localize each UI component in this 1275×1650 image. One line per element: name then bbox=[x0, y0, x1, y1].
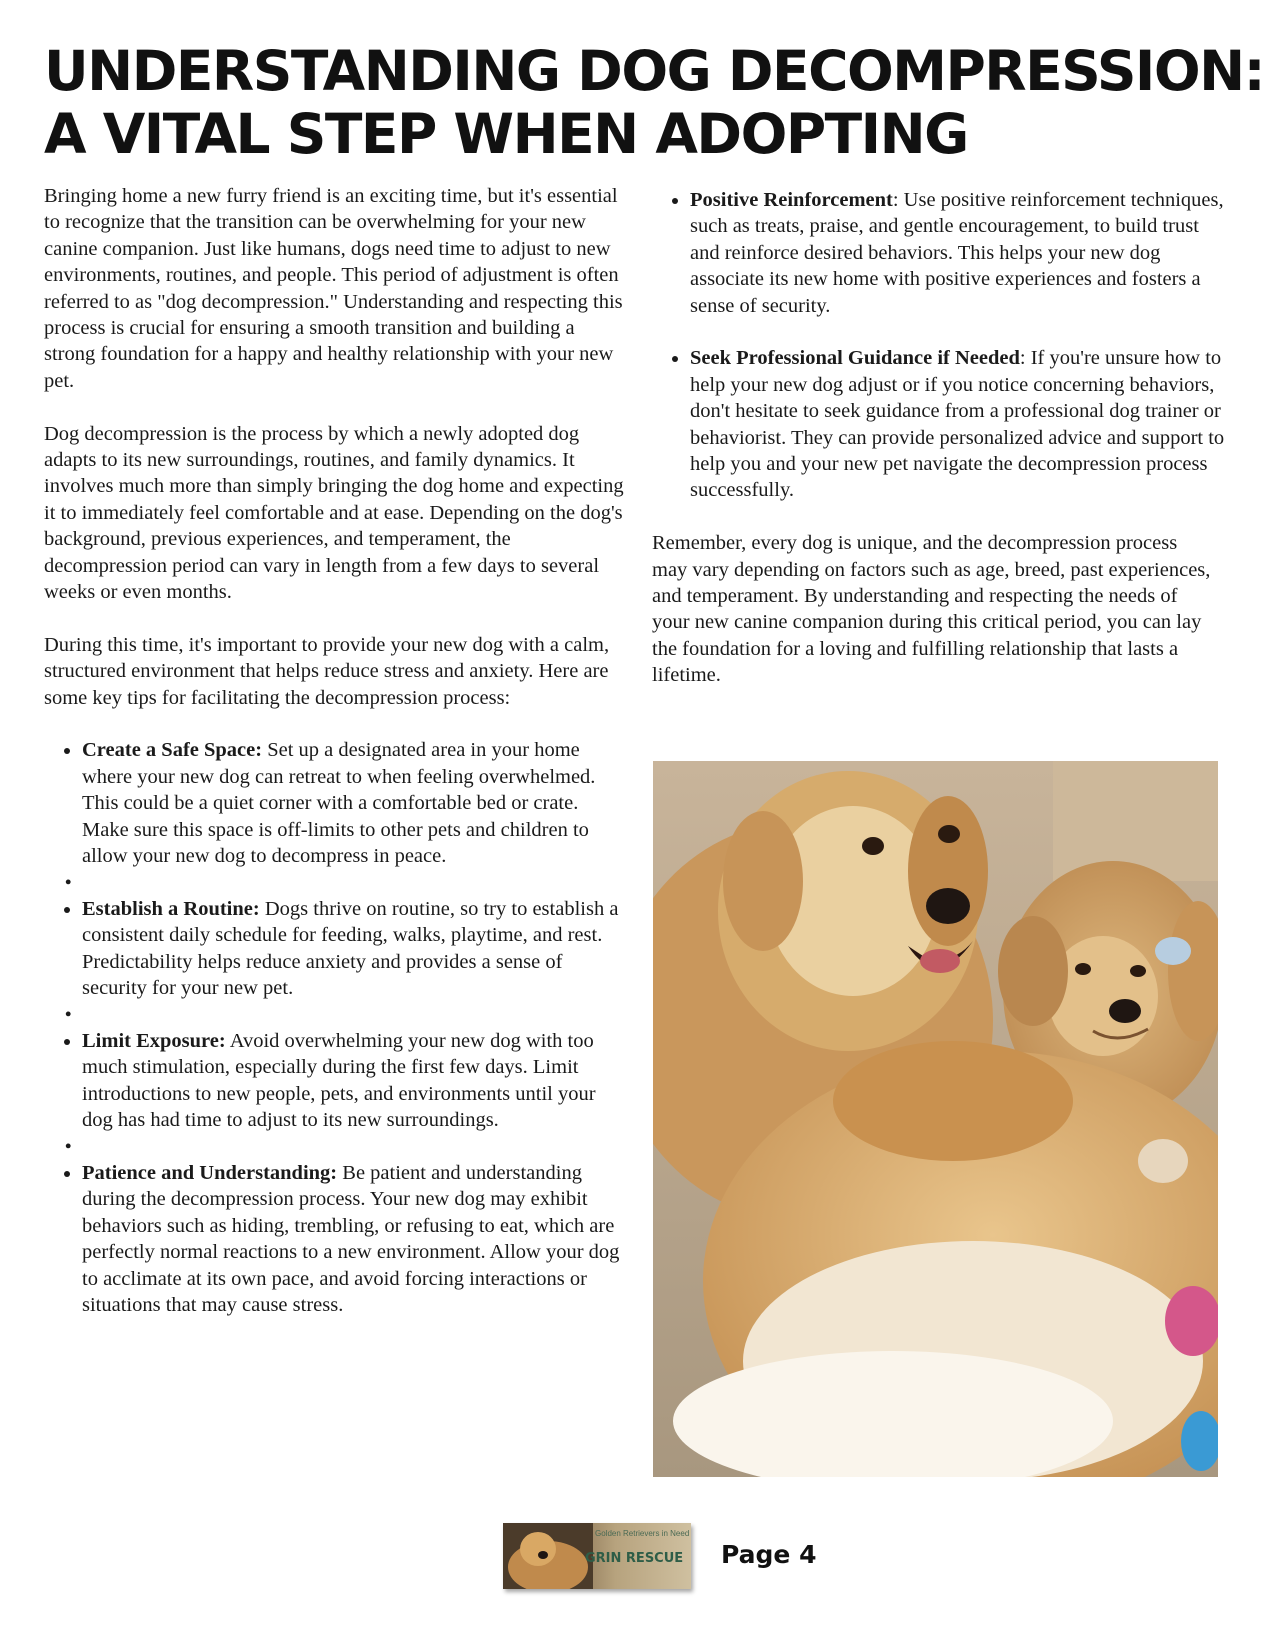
tip-text: Avoid overwhelming your new dog with too much stimulation, especially during the first few days. Limit introductions to new people, pets, and environments until your dog has had time to adjust to its new surroundings. bbox=[82, 1029, 596, 1132]
tip-text: Dogs thrive on routine, so try to establish a consistent daily schedule for feeding, walks, playtime, and rest. Predictability helps reduce anxiety and provides a sense of security for your new pet. bbox=[82, 897, 619, 1000]
tip-title: Limit Exposure: bbox=[82, 1029, 226, 1052]
logo-tagline: Golden Retrievers in Need bbox=[595, 1529, 690, 1538]
list-item bbox=[690, 187, 1232, 319]
tip-title: Create a Safe Space: bbox=[82, 739, 263, 762]
empty-list-item bbox=[82, 1002, 624, 1028]
empty-list-item bbox=[82, 1134, 624, 1160]
list-item bbox=[690, 345, 1232, 503]
tip-title: Patience and Understanding: bbox=[82, 1161, 338, 1184]
tips-list-left bbox=[44, 737, 624, 1318]
golden-retrievers-image bbox=[653, 761, 1218, 1477]
tip-text: : Use positive reinforcement techniques, such as treats, praise, and gentle encouragement, to build trust and reinforce desired behaviors. This helps your new dog associate its new home with positive experiences and fosters a sense of security. bbox=[690, 189, 1224, 317]
tip-title: Establish a Routine: bbox=[82, 897, 260, 920]
page-number: Page 4 bbox=[721, 1540, 817, 1569]
logo-dog-icon bbox=[503, 1523, 593, 1589]
list-item bbox=[82, 737, 624, 869]
definition-paragraph: Dog decompression is the process by which a newly adopted dog adapts to its new surroundings, routines, and family dynamics. It involves much more than simply bringing the dog home and expecting it to immediately feel comfortable and at ease. Depending on the dog's background, previous experiences, and temperament, the decompression period can vary in length from a few days to several weeks or even months. bbox=[44, 422, 624, 604]
dogs-photo bbox=[653, 761, 1218, 1477]
closing-paragraph: Remember, every dog is unique, and the decompression process may vary depending on factors such as age, breed, past experiences, and temperament. By understanding and respecting the needs of your new canine companion during this critical period, you can lay the foundation for a loving and fulfilling relationship that lasts a lifetime. bbox=[652, 532, 1211, 687]
empty-list-item bbox=[82, 870, 624, 896]
tips-list-right bbox=[652, 187, 1232, 504]
right-column bbox=[652, 183, 1232, 715]
tip-text: Be patient and understanding during the decompression process. Your new dog may exhibit behaviors such as hiding, trembling, or refusing to eat, which are perfectly normal reactions to a new environment. Allow your dog to acclimate at its own pace, and avoid forcing interactions or situations that may cause stress. bbox=[82, 1161, 620, 1316]
tip-title: Positive Reinforcement bbox=[690, 189, 893, 211]
list-item bbox=[82, 896, 624, 1002]
page-title bbox=[44, 39, 1265, 166]
list-spacer bbox=[690, 319, 1232, 345]
tip-text: : If you're unsure how to help your new dog adjust or if you notice concerning behaviors, don't hesitate to seek guidance from a professional dog trainer or behaviorist. They can provide personalized advice and support to help you and your new pet navigate the decompression process successfully. bbox=[690, 347, 1225, 502]
tip-text: Set up a designated area in your home where your new dog can retreat to when feeling overwhelmed. This could be a quiet corner with a comfortable bed or crate. Make sure this space is off-limits to other pets and children to allow your new dog to decompress in peace. bbox=[82, 739, 596, 868]
list-item bbox=[82, 1160, 624, 1318]
tip-title: Seek Professional Guidance if Needed bbox=[690, 347, 1020, 370]
intro-paragraph: Bringing home a new furry friend is an exciting time, but it's essential to recognize that the transition can be overwhelming for your new canine companion. Just like humans, dogs need time to adjust to new environments, routines, and people. This period of adjustment is often referred to as "dog decompression." Understanding and respecting this process is crucial for ensuring a smooth transition and building a strong foundation for a happy and healthy relationship with your new pet. bbox=[44, 185, 623, 392]
tips-intro-paragraph: During this time, it's important to provide your new dog with a calm, structured environment that helps reduce stress and anxiety. Here are some key tips for facilitating the decompression process: bbox=[44, 633, 610, 709]
left-column bbox=[44, 183, 624, 1318]
list-item bbox=[82, 1028, 624, 1134]
title-line-2: A VITAL STEP WHEN ADOPTING bbox=[44, 102, 968, 166]
title-line-1: UNDERSTANDING DOG DECOMPRESSION: bbox=[44, 39, 1265, 103]
logo-name: GRIN RESCUE bbox=[585, 1551, 684, 1566]
grin-rescue-logo bbox=[503, 1523, 691, 1589]
